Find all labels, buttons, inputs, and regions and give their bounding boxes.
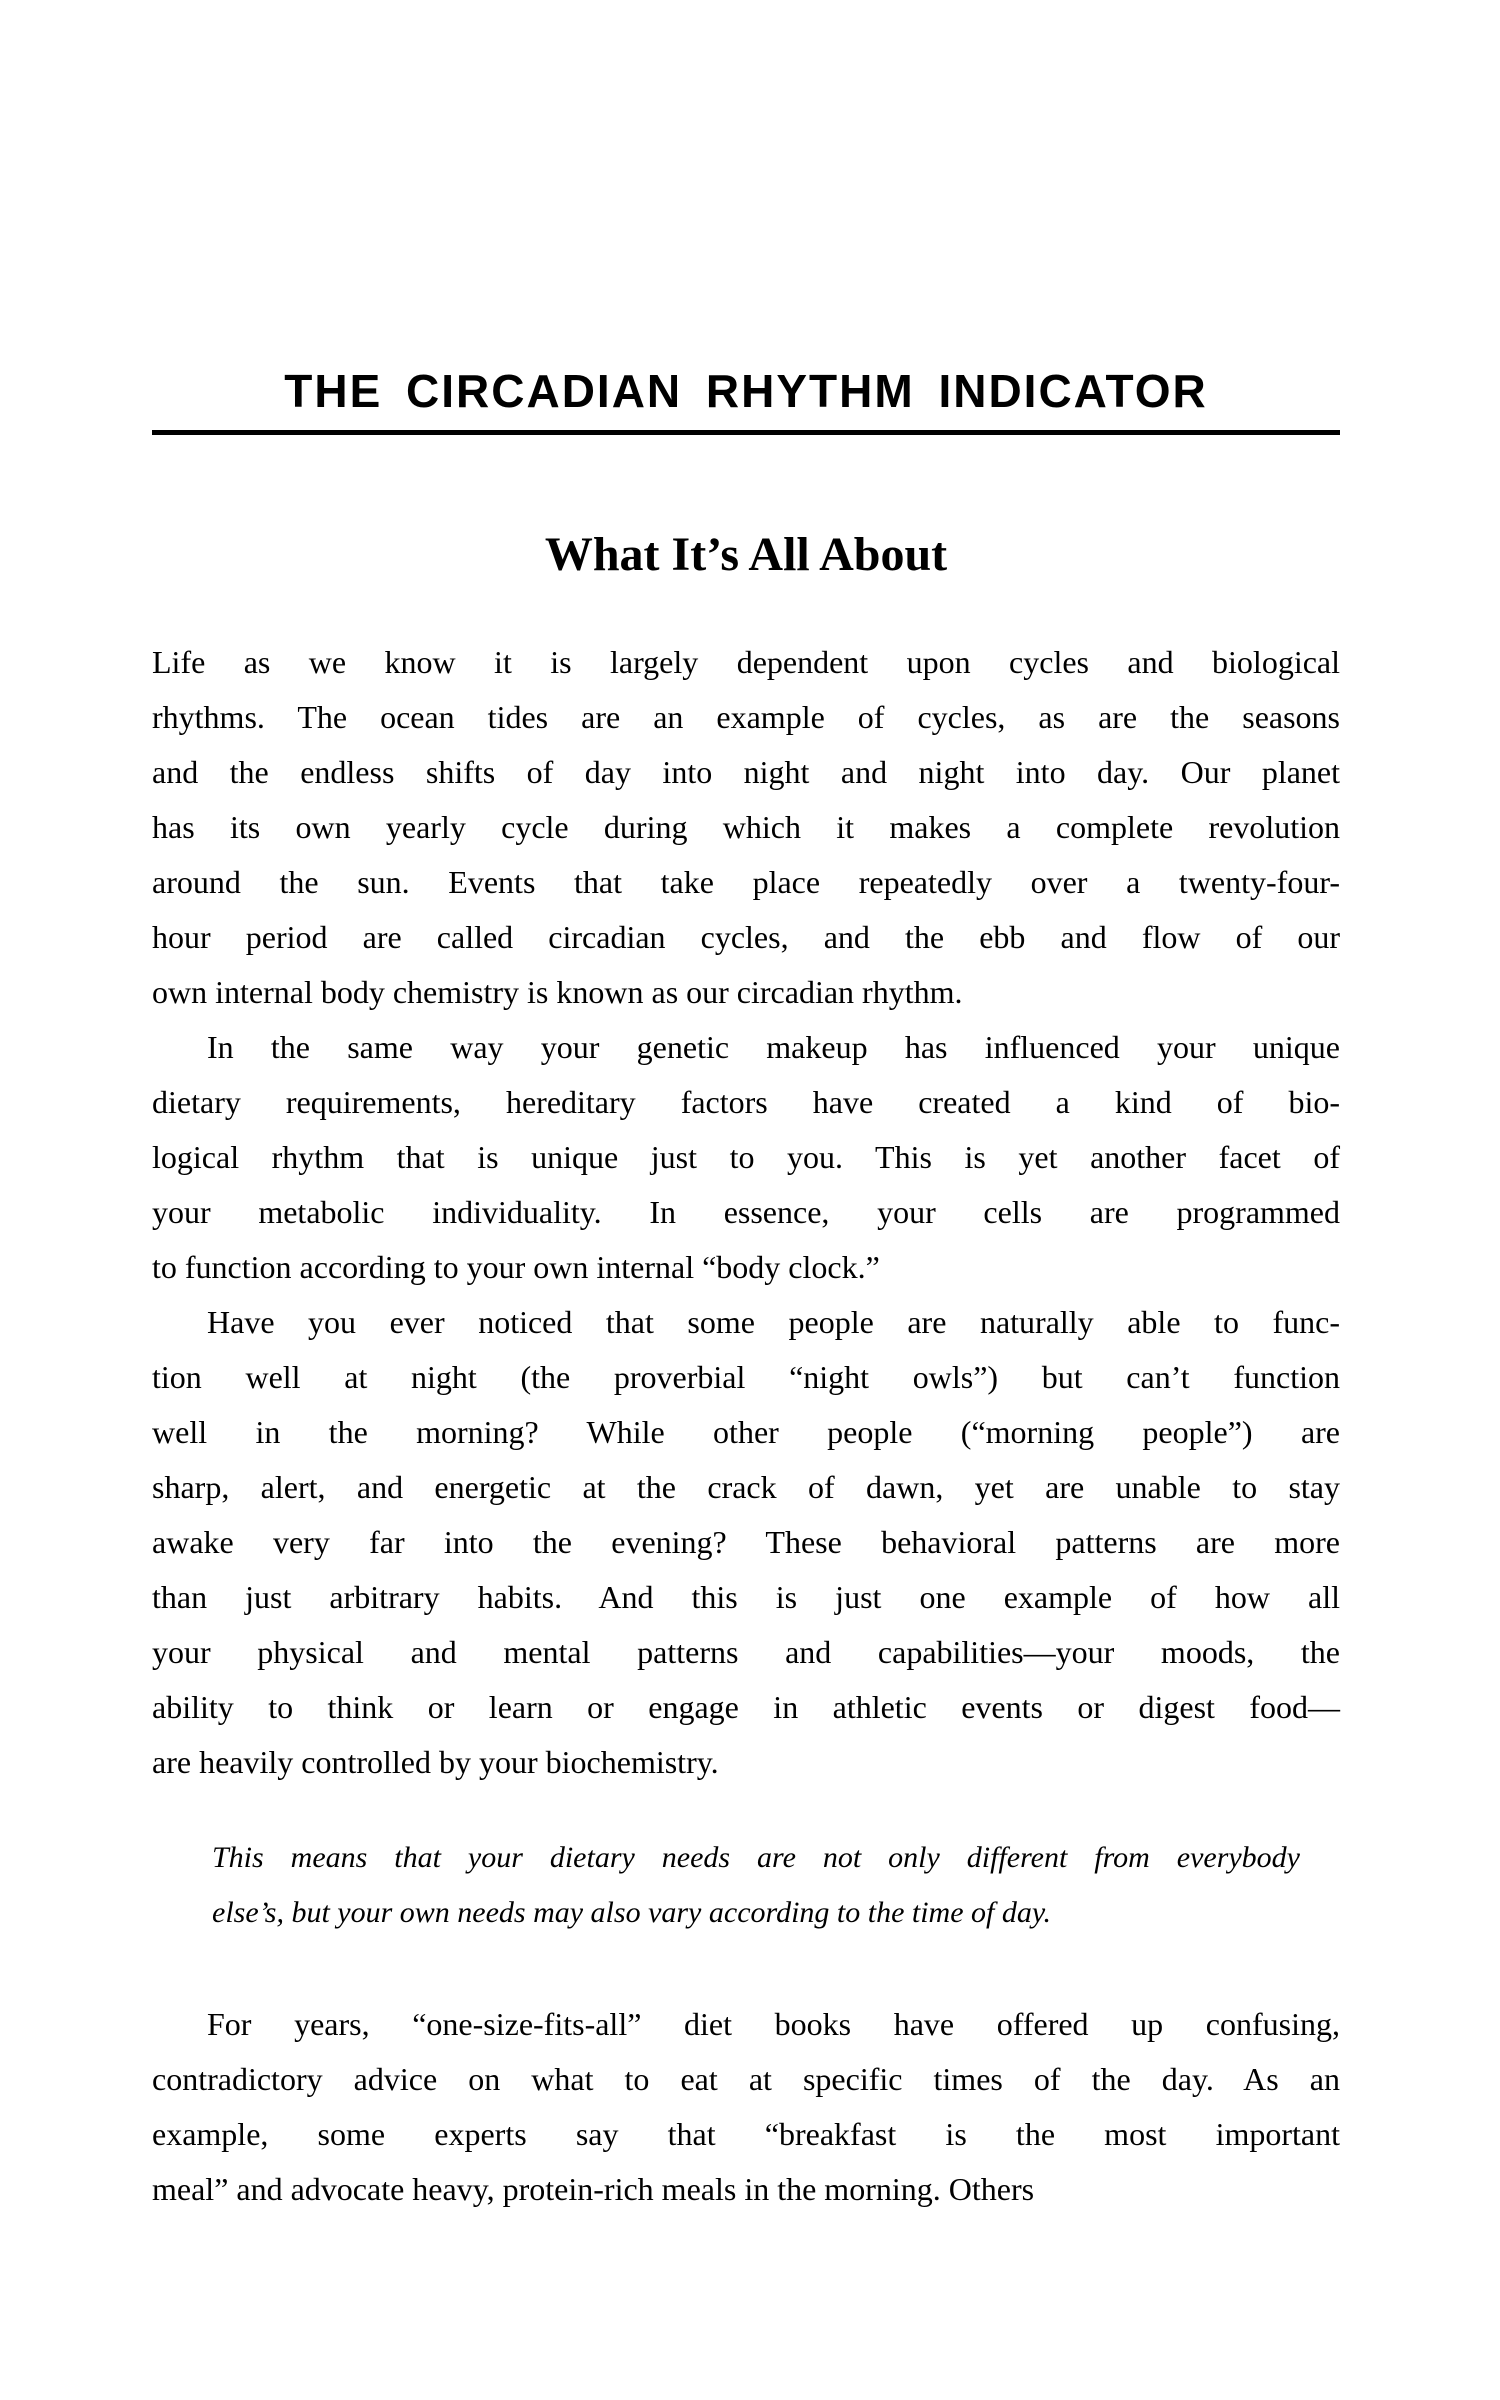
text-column xyxy=(152,0,1340,2217)
text-line: meal” and advocate heavy, protein-rich meals in the morning. Others xyxy=(152,2170,1035,2207)
text-line: Life as we know it is largely dependent upon cycles and biological xyxy=(152,643,1340,680)
text-line: sharp, alert, and energetic at the crack of dawn, yet are unable to stay xyxy=(152,1468,1340,1505)
text-line: than just arbitrary habits. And this is just one example of how all xyxy=(152,1578,1340,1615)
text-line: to function according to your own internal “body clock.” xyxy=(152,1248,880,1285)
quote-line: This means that your dietary needs are not only different from everybody xyxy=(212,1840,1300,1874)
paragraph xyxy=(152,1997,1340,2217)
text-line: around the sun. Events that take place repeatedly over a twenty-four- xyxy=(152,863,1340,900)
text-line: own internal body chemistry is known as our circadian rhythm. xyxy=(152,973,963,1010)
text-line: In the same way your genetic makeup has influenced your unique xyxy=(207,1028,1340,1065)
text-line: For years, “one-size-fits-all” diet books have offered up confusing, xyxy=(207,2005,1340,2042)
paragraph xyxy=(152,1020,1340,1295)
header-rule xyxy=(152,430,1340,435)
text-line: awake very far into the evening? These behavioral patterns are more xyxy=(152,1523,1340,1560)
paragraph xyxy=(152,1295,1340,1790)
text-line: well in the morning? While other people (“morning people”) are xyxy=(152,1413,1340,1450)
text-line: hour period are called circadian cycles, and the ebb and flow of our xyxy=(152,918,1340,955)
text-line: Have you ever noticed that some people are naturally able to func- xyxy=(207,1303,1340,1340)
text-line: and the endless shifts of day into night and night into day. Our planet xyxy=(152,753,1340,790)
text-line: ability to think or learn or engage in athletic events or digest food— xyxy=(152,1688,1340,1725)
quote-line: else’s, but your own needs may also vary according to the time of day. xyxy=(212,1895,1052,1929)
text-line: tion well at night (the proverbial “night owls”) but can’t function xyxy=(152,1358,1340,1395)
text-line: has its own yearly cycle during which it makes a complete revolution xyxy=(152,808,1340,845)
text-line: rhythms. The ocean tides are an example of cycles, as are the seasons xyxy=(152,698,1340,735)
text-line: your physical and mental patterns and capabilities—your moods, the xyxy=(152,1633,1340,1670)
text-line: dietary requirements, hereditary factors have created a kind of bio- xyxy=(152,1083,1340,1120)
chapter-header: THE CIRCADIAN RHYTHM INDICATOR xyxy=(284,365,1208,417)
text-line: logical rhythm that is unique just to you. This is yet another facet of xyxy=(152,1138,1340,1175)
text-line: your metabolic individuality. In essence, your cells are programmed xyxy=(152,1193,1340,1230)
text-line: are heavily controlled by your biochemistry. xyxy=(152,1743,719,1780)
paragraph xyxy=(152,635,1340,1020)
section-title: What It’s All About xyxy=(544,528,948,581)
text-line: example, some experts say that “breakfast is the most important xyxy=(152,2115,1340,2152)
body-text xyxy=(152,635,1340,2217)
block-quote xyxy=(212,1830,1300,1940)
text-line: contradictory advice on what to eat at specific times of the day. As an xyxy=(152,2060,1340,2097)
